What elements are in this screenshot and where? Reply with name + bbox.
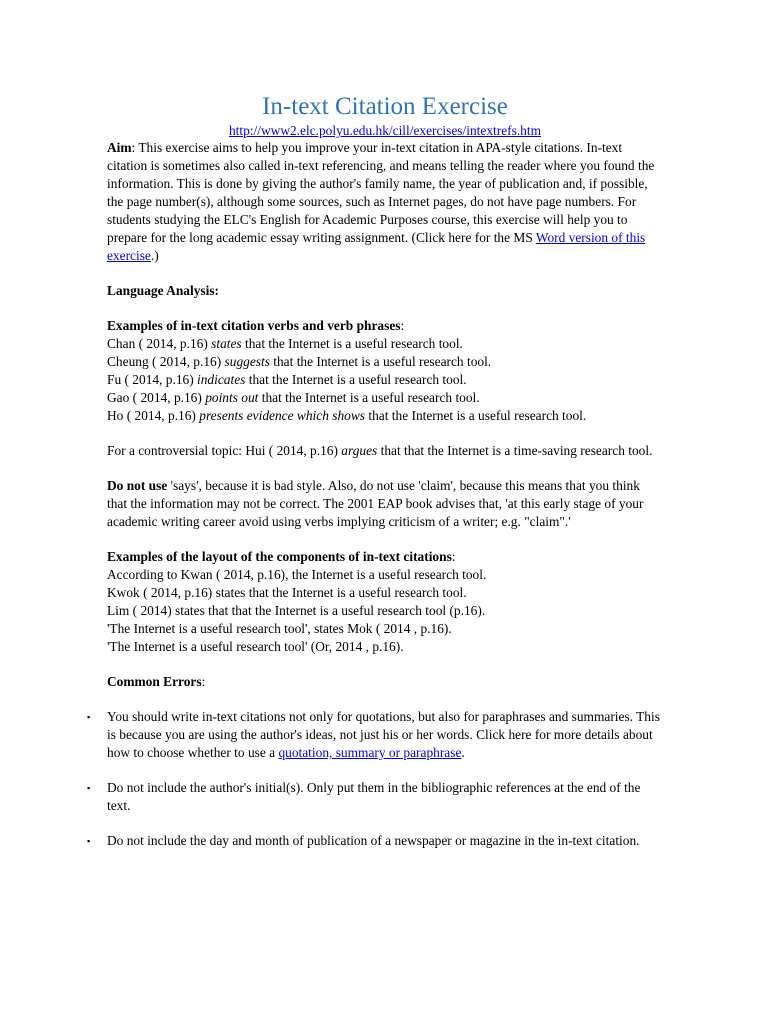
common-errors-list	[87, 708, 663, 850]
verb-example	[107, 353, 663, 371]
verb-example-source: Ho ( 2014, p.16)	[107, 408, 200, 423]
verb-example-source: Gao ( 2014, p.16)	[107, 390, 206, 405]
verb-example-verb: states	[211, 336, 242, 351]
document-page	[87, 92, 663, 867]
quotation-summary-paraphrase-link[interactable]: quotation, summary or paraphrase	[278, 745, 462, 760]
verb-example-claim: that the Internet is a useful research tool.	[269, 354, 492, 369]
common-errors-heading-line	[107, 673, 663, 691]
layout-example: 'The Internet is a useful research tool', states Mok ( 2014 , p.16).	[107, 621, 452, 636]
source-url-line	[107, 122, 663, 139]
verb-example-claim: that the Internet is a useful research tool.	[365, 408, 587, 423]
error-text: Do not include the author's initial(s). Only put them in the bibliographic references at the end of the text.	[107, 780, 641, 813]
verb-example-verb: presents evidence which shows	[199, 408, 365, 423]
do-not-use-text: 'says', because it is bad style. Also, do not use 'claim', because this means that you think that the information may not be correct. The 2001 EAP book advises that, 'at this early stage of your academic writing career avoid using verbs implying criticism of a writer; e.g. "claim".'	[107, 478, 644, 529]
verb-example-source: Fu ( 2014, p.16)	[107, 372, 198, 387]
layout-example: According to Kwan ( 2014, p.16), the Internet is a useful research tool.	[107, 567, 487, 582]
common-errors-colon: :	[201, 674, 206, 689]
verbs-heading: Examples of in-text citation verbs and verb phrases	[107, 318, 401, 333]
verbs-heading-line	[107, 317, 663, 335]
layout-heading-colon: :	[451, 549, 456, 564]
verb-example-verb: suggests	[224, 354, 270, 369]
verb-example-verb: indicates	[197, 372, 246, 387]
aim-end: .)	[150, 248, 159, 263]
do-not-use-label: Do not use	[107, 478, 168, 493]
aim-text: : This exercise aims to help you improve your in-text citation in APA-style citations. In-text citation is sometimes also called in-text referencing, and means telling the reader where you found the information. This is done by giving the author's family name, the year of publication and, if possible, the page number(s), although some sources, such as Internet pages, do not have page numbers. For students studying the ELC's English for Academic Purposes course, this exercise will help you to prepare for the long academic essay writing assignment. (Click here for the MS	[107, 140, 655, 245]
layout-example: 'The Internet is a useful research tool' (Or, 2014 , p.16).	[107, 639, 404, 654]
do-not-use-paragraph	[107, 477, 663, 531]
controversial-claim: that that the Internet is a time-saving research tool.	[377, 443, 653, 458]
layout-example: Lim ( 2014) states that that the Internet is a useful research tool (p.16).	[107, 603, 486, 618]
controversial-example	[107, 442, 663, 460]
verb-example	[107, 371, 663, 389]
verb-example-claim: that the Internet is a useful research tool.	[241, 336, 463, 351]
source-url-link[interactable]: http://www2.elc.polyu.edu.hk/cill/exercises/intextrefs.htm	[228, 123, 541, 138]
verb-example-source: Cheung ( 2014, p.16)	[107, 354, 225, 369]
error-text: You should write in-text citations not only for quotations, but also for paraphrases and summaries. This is because you are using the author's ideas, not just his or her words. Click here for more details about how to choose whether to use a	[107, 709, 660, 760]
document-title: In-text Citation Exercise	[262, 93, 508, 120]
word-version-link[interactable]: Word version of this exercise	[107, 230, 646, 263]
verb-example	[107, 407, 663, 425]
verb-example	[107, 389, 663, 407]
verb-example-claim: that the Internet is a useful research tool.	[245, 372, 467, 387]
verbs-list	[107, 335, 663, 425]
verb-example	[107, 335, 663, 353]
verb-example-source: Chan ( 2014, p.16)	[107, 336, 212, 351]
list-item	[87, 832, 663, 850]
controversial-verb: argues	[341, 443, 378, 458]
error-end: .	[461, 745, 465, 760]
aim-label: Aim	[107, 140, 132, 155]
controversial-source: For a controversial topic: Hui ( 2014, p.16)	[107, 443, 342, 458]
verbs-heading-colon: :	[400, 318, 405, 333]
verb-example-verb: points out	[205, 390, 259, 405]
aim-paragraph	[107, 139, 663, 265]
square-bullet-icon: ▪	[87, 836, 91, 846]
layout-heading-line	[107, 548, 663, 566]
layout-heading: Examples of the layout of the components of in-text citations	[107, 549, 452, 564]
square-bullet-icon: ▪	[87, 783, 91, 793]
layout-example: Kwok ( 2014, p.16) states that the Internet is a useful research tool.	[107, 585, 467, 600]
common-errors-heading: Common Errors	[107, 674, 202, 689]
layout-list	[107, 566, 663, 656]
list-item	[87, 779, 663, 815]
square-bullet-icon: ▪	[87, 712, 91, 722]
list-item	[87, 708, 663, 762]
language-analysis-heading: Language Analysis:	[107, 283, 219, 298]
error-text: Do not include the day and month of publication of a newspaper or magazine in the in-text citation.	[107, 833, 640, 848]
verb-example-claim: that the Internet is a useful research tool.	[258, 390, 480, 405]
